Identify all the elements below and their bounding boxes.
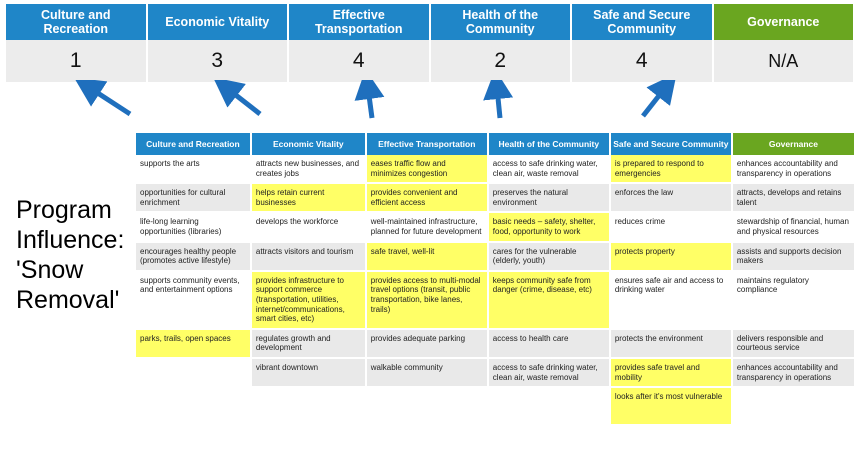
arrow-up-icon-1 [90, 88, 130, 114]
summary-value-economic: 3 [148, 40, 290, 82]
summary-value-health: 2 [431, 40, 573, 82]
matrix-cell: looks after it's most vulnerable [610, 387, 732, 425]
matrix-header-governance: Governance [732, 133, 854, 155]
matrix-cell: protects property [610, 242, 732, 271]
matrix-cell: access to safe drinking water, clean air, waste removal [488, 358, 610, 387]
matrix-cell [136, 387, 251, 425]
summary-strip [6, 4, 853, 82]
summary-header-safe: Safe and Secure Community [572, 4, 714, 40]
matrix-cell [136, 358, 251, 387]
matrix-header-row [136, 133, 854, 155]
table-row [136, 358, 854, 387]
matrix-cell: develops the workforce [251, 212, 366, 241]
matrix-cell: access to health care [488, 329, 610, 358]
matrix-cell: supports community events, and entertainment options [136, 271, 251, 329]
summary-value-row [6, 40, 853, 82]
matrix-cell: enhances accountability and transparency in operations [732, 358, 854, 387]
matrix-cell [732, 387, 854, 425]
matrix-cell: attracts new businesses, and creates jobs [251, 155, 366, 183]
matrix-cell: basic needs – safety, shelter, food, opportunity to work [488, 212, 610, 241]
summary-value-culture: 1 [6, 40, 148, 82]
matrix-cell: assists and supports decision makers [732, 242, 854, 271]
matrix-cell: walkable community [366, 358, 488, 387]
matrix-cell: safe travel, well-lit [366, 242, 488, 271]
table-row [136, 155, 854, 183]
arrow-up-icon-2 [228, 89, 260, 114]
matrix-cell: enhances accountability and transparency in operations [732, 155, 854, 183]
arrow-up-icon-3 [368, 88, 372, 118]
summary-header-row [6, 4, 853, 40]
matrix-cell: attracts, develops and retains talent [732, 183, 854, 212]
matrix-cell [488, 387, 610, 425]
summary-header-culture: Culture and Recreation [6, 4, 148, 40]
matrix-cell: supports the arts [136, 155, 251, 183]
matrix-cell: cares for the vulnerable (elderly, youth) [488, 242, 610, 271]
matrix-cell: maintains regulatory compliance [732, 271, 854, 329]
summary-value-governance: N/A [768, 50, 799, 71]
matrix-header-transportation: Effective Transportation [366, 133, 488, 155]
summary-header-economic: Economic Vitality [148, 4, 290, 40]
table-row [136, 271, 854, 329]
matrix-cell: helps retain current businesses [251, 183, 366, 212]
matrix-cell [251, 387, 366, 425]
matrix-cell: life-long learning opportunities (libraries) [136, 212, 251, 241]
matrix-cell: parks, trails, open spaces [136, 329, 251, 358]
matrix-cell: provides access to multi-modal travel options (transit, public transportation, bike lanes, trails) [366, 271, 488, 329]
matrix-cell: opportunities for cultural enrichment [136, 183, 251, 212]
matrix-header-economic: Economic Vitality [251, 133, 366, 155]
summary-value-safe: 4 [572, 40, 714, 82]
arrow-up-icon-5 [643, 88, 665, 116]
arrow-layer [0, 80, 859, 135]
matrix-cell: protects the environment [610, 329, 732, 358]
matrix-cell: reduces crime [610, 212, 732, 241]
matrix-cell: stewardship of financial, human and physical resources [732, 212, 854, 241]
matrix-header-culture: Culture and Recreation [136, 133, 251, 155]
table-row [136, 242, 854, 271]
matrix-cell: provides safe travel and mobility [610, 358, 732, 387]
matrix-cell: provides convenient and efficient access [366, 183, 488, 212]
arrow-up-icon-4 [497, 88, 500, 118]
summary-header-health: Health of the Community [431, 4, 573, 40]
matrix-cell: preserves the natural environment [488, 183, 610, 212]
table-row [136, 387, 854, 425]
table-row [136, 329, 854, 358]
matrix-cell: vibrant downtown [251, 358, 366, 387]
matrix-cell: access to safe drinking water, clean air, waste removal [488, 155, 610, 183]
matrix-cell: attracts visitors and tourism [251, 242, 366, 271]
matrix-cell: delivers responsible and courteous service [732, 329, 854, 358]
matrix-header-health: Health of the Community [488, 133, 610, 155]
matrix-cell: eases traffic flow and minimizes congestion [366, 155, 488, 183]
matrix-cell: regulates growth and development [251, 329, 366, 358]
matrix-header-safe: Safe and Secure Community [610, 133, 732, 155]
matrix-cell: well-maintained infrastructure, planned for future development [366, 212, 488, 241]
summary-header-governance: Governance [714, 4, 854, 40]
summary-header-transportation: Effective Transportation [289, 4, 431, 40]
matrix-cell: ensures safe air and access to drinking water [610, 271, 732, 329]
table-row [136, 183, 854, 212]
table-row [136, 212, 854, 241]
matrix-cell: enforces the law [610, 183, 732, 212]
matrix-cell: keeps community safe from danger (crime, disease, etc) [488, 271, 610, 329]
matrix-cell: encourages healthy people (promotes active lifestyle) [136, 242, 251, 271]
matrix-cell: provides adequate parking [366, 329, 488, 358]
program-influence-caption: Program Influence: 'Snow Removal' [16, 196, 125, 314]
matrix-cell [366, 387, 488, 425]
summary-value-transportation: 4 [289, 40, 431, 82]
matrix-cell: is prepared to respond to emergencies [610, 155, 732, 183]
matrix-cell: provides infrastructure to support commerce (transportation, utilities, internet/communications, smart cities, etc) [251, 271, 366, 329]
objectives-matrix [136, 133, 854, 426]
